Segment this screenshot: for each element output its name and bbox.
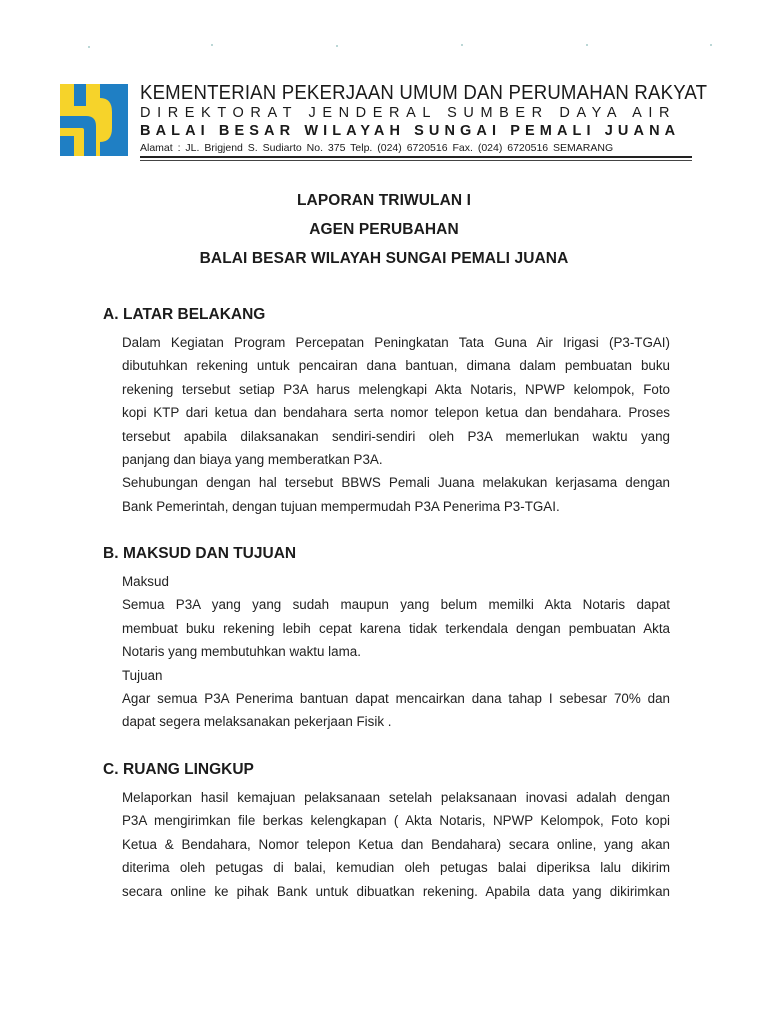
letterhead-rule <box>140 160 692 161</box>
report-title: LAPORAN TRIWULAN I <box>296 192 471 209</box>
section-heading <box>103 543 670 565</box>
section-heading <box>103 304 670 326</box>
paragraph-line: Notaris yang membutuhkan waktu lama. <box>122 644 361 660</box>
section-ruang-lingkup <box>104 759 670 903</box>
paragraph-line: panjang dan biaya yang memberatkan P3A. <box>122 452 383 468</box>
report-titles <box>0 190 768 277</box>
paragraph-line: Semua P3A yang yang sudah maupun yang belum memilki Akta Notaris dapat <box>122 597 670 613</box>
paragraph-line: diterima oleh petugas di balai, kemudian oleh petugas balai diperiksa lalu dikirim <box>122 860 670 876</box>
paragraph-line: dibutuhkan rekening untuk pencairan dana bantuan, dimana dalam pembuatan buku <box>122 358 670 374</box>
paragraph-line: membuat buku rekening lebih cepat karena tidak terkendala dengan pembuatan Akta <box>122 620 670 636</box>
office-address: Alamat : JL. Brigjend S. Sudiarto No. 375 Telp. (024) 6720516 Fax. (024) 6720516 SEMARANG <box>140 141 692 158</box>
ministry-name: KEMENTERIAN PEKERJAAN UMUM DAN PERUMAHAN RAKYAT <box>140 82 708 104</box>
section-maksud-dan-tujuan <box>104 543 670 734</box>
paragraph-line: rekening tersebut setiap P3A harus melengkapi Akta Notaris, NPWP kelompok, Foto <box>122 381 670 397</box>
section-paragraph <box>122 570 670 734</box>
paragraph-line: Dalam Kegiatan Program Percepatan Peningkatan Tata Guna Air Irigasi (P3-TGAI) <box>122 335 670 350</box>
section-letter: B. <box>103 545 119 562</box>
letterhead <box>60 82 708 162</box>
paragraph-line: tersebut apabila dilaksanakan sendiri-sendiri oleh P3A memerlukan waktu yang <box>122 428 670 444</box>
section-paragraph <box>122 331 670 518</box>
paragraph-line: Bank Pemerintah, dengan tujuan mempermudah P3A Penerima P3-TGAI. <box>122 498 560 514</box>
section-title: RUANG LINGKUP <box>123 761 254 778</box>
paragraph-line: Melaporkan hasil kemajuan pelaksanaan setelah pelaksanaan inovasi adalah dengan <box>122 790 670 805</box>
paragraph-line: Maksud <box>122 574 169 589</box>
paragraph-line: dapat segera melaksanakan pekerjaan Fisik . <box>122 714 392 730</box>
section-latar-belakang <box>104 304 670 518</box>
paragraph-line: Ketua & Bendahara, Nomor telepon Ketua dan Bendahara) secara online, yang akan <box>122 836 670 852</box>
paragraph-line: Sehubungan dengan hal tersebut BBWS Pemali Juana melakukan kerjasama dengan <box>122 475 670 491</box>
balai-name: BALAI BESAR WILAYAH SUNGAI PEMALI JUANA <box>140 123 681 139</box>
section-title: MAKSUD DAN TUJUAN <box>123 545 297 562</box>
paragraph-line: P3A mengirimkan file berkas kelengkapan ( Akta Notaris, NPWP Kelompok, Foto kopi <box>122 813 670 829</box>
section-letter: C. <box>103 761 119 778</box>
section-paragraph <box>122 786 670 903</box>
section-title: LATAR BELAKANG <box>123 306 266 323</box>
paragraph-line: secara online ke pihak Bank untuk dibuatkan rekening. Apabila data yang dikirimkan <box>122 883 670 899</box>
report-organization: BALAI BESAR WILAYAH SUNGAI PEMALI JUANA <box>199 250 569 267</box>
paragraph-line: Agar semua P3A Penerima bantuan dapat mencairkan dana tahap I sebesar 70% dan <box>122 691 670 707</box>
paragraph-line: Tujuan <box>122 667 163 683</box>
section-letter: A. <box>103 306 119 323</box>
section-heading <box>103 759 670 781</box>
ministry-logo <box>60 84 128 156</box>
report-subtitle: AGEN PERUBAHAN <box>309 221 459 238</box>
directorate-name: DIREKTORAT JENDERAL SUMBER DAYA AIR <box>140 105 677 121</box>
letterhead-text <box>140 82 708 161</box>
paragraph-line: kopi KTP dari ketua dan bendahara serta nomor telepon ketua dan bendahara. Proses <box>122 405 670 421</box>
